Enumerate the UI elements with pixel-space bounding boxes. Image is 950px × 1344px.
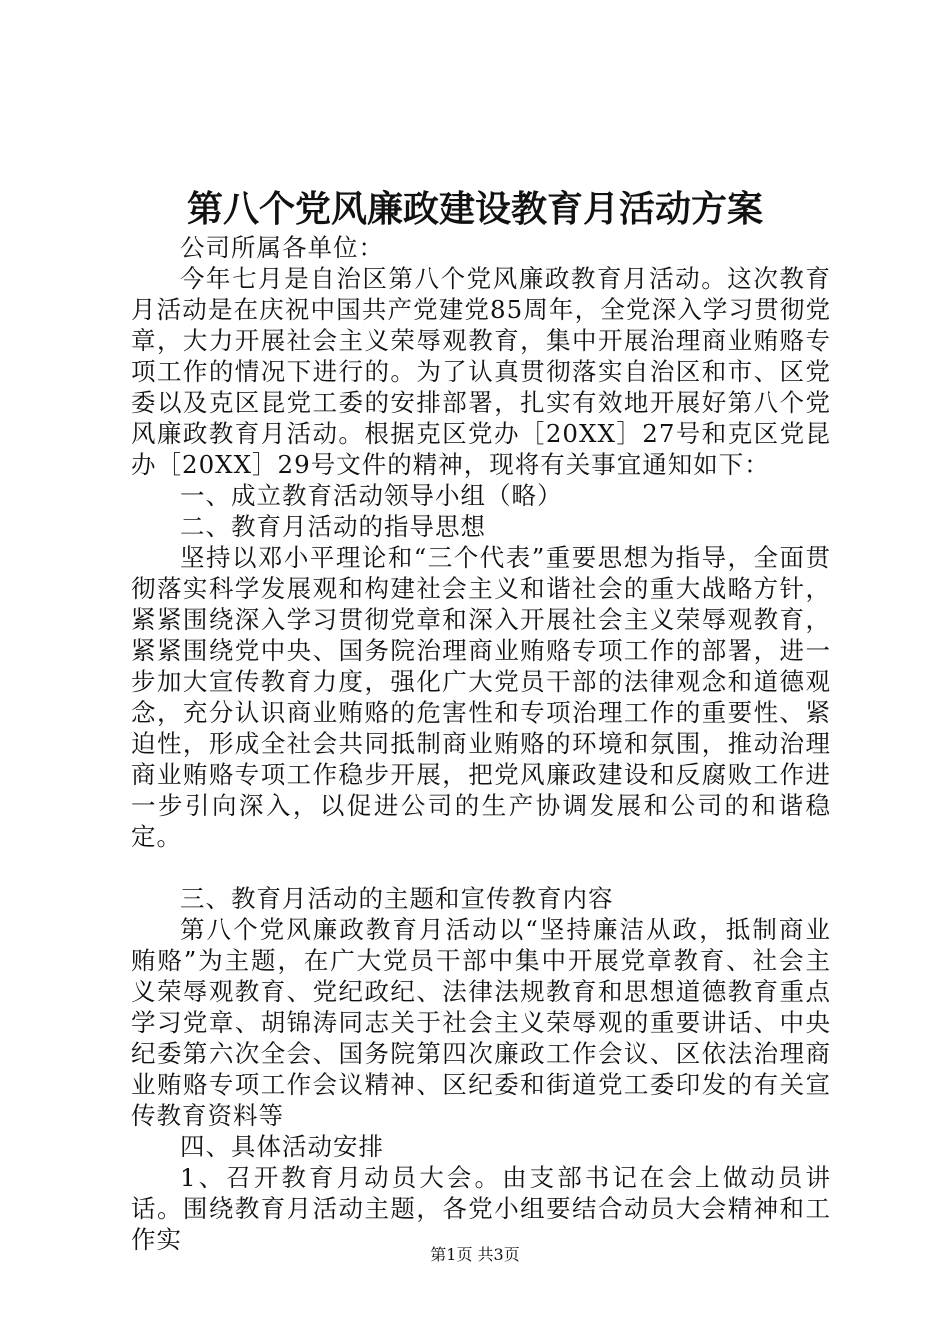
document-title: 第八个党风廉政建设教育月活动方案 [186,188,763,230]
section-4-heading: 四、具体活动安排 [180,1132,384,1161]
document-body [131,232,831,1255]
page-footer: 第1页 共3页 [430,1245,520,1264]
blank-line [131,852,831,883]
intro-paragraph: 今年七月是自治区第八个党风廉政教育月活动。这次教育月活动是在庆祝中国共产党建党85周年，全党深入学习贯彻党章，大力开展社会主义荣辱观教育，集中开展治理商业贿赂专项工作的情况下进行的。为了认真贯彻落实自治区和市、区党委以及克区昆党工委的安排部署，扎实有效地开展好第八个党风廉政教育月活动。根据克区党办［20XX］27号和克区党昆办［20XX］29号文件的精神，现将有关事宜通知如下： [131,264,831,479]
section-2-paragraph: 坚持以邓小平理论和“三个代表”重要思想为指导，全面贯彻落实科学发展观和构建社会主义和谐社会的重大战略方针，紧紧围绕深入学习贯彻党章和深入开展社会主义荣辱观教育，紧紧围绕党中央、国务院治理商业贿赂专项工作的部署，进一步加大宣传教育力度，强化广大党员干部的法律观念和道德观念，充分认识商业贿赂的危害性和专项治理工作的重要性、紧迫性，形成全社会共同抵制商业贿赂的环境和氛围，推动治理商业贿赂专项工作稳步开展，把党风廉政建设和反腐败工作进一步引向深入，以促进公司的生产协调发展和公司的和谐稳定。 [131,543,831,851]
salutation: 公司所属各单位： [180,233,384,262]
section-3-paragraph: 第八个党风廉政教育月活动以“坚持廉洁从政，抵制商业贿赂”为主题，在广大党员干部中集中开展党章教育、社会主义荣辱观教育、党纪政纪、法律法规教育和思想道德教育重点学习党章、胡锦涛同志关于社会主义荣辱观的重要讲话、中央纪委第六次全会、国务院第四次廉政工作会议、区依法治理商业贿赂专项工作会议精神、区纪委和街道党工委印发的有关宣传教育资料等 [131,915,831,1130]
section-4-item-1: 1、召开教育月动员大会。由支部书记在会上做动员讲话。围绕教育月活动主题，各党小组要结合动员大会精神和工作实 [131,1163,831,1254]
section-1-heading: 一、成立教育活动领导小组（略） [180,481,563,510]
section-2-heading: 二、教育月活动的指导思想 [180,512,486,541]
section-3-heading: 三、教育月活动的主题和宣传教育内容 [180,884,614,913]
